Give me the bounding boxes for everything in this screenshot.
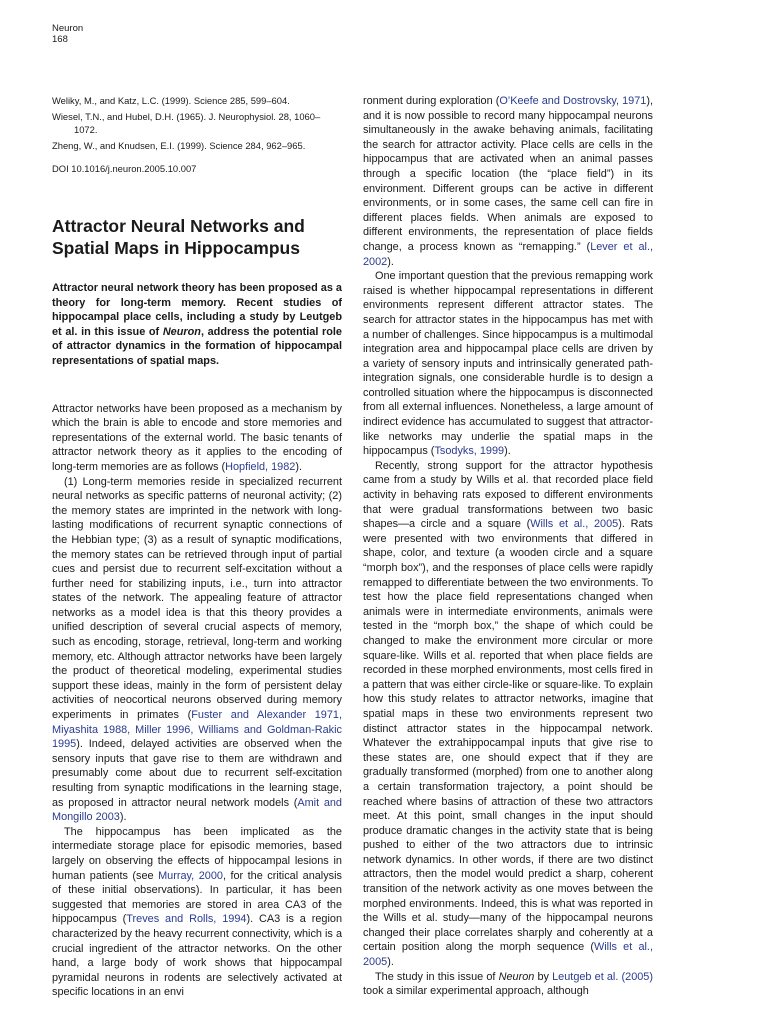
- citation-link[interactable]: Wills et al., 2005: [363, 941, 653, 969]
- left-column: [52, 94, 342, 1000]
- body-paragraph: (1) Long-term memories reside in specialized recurrent neural networks as specific patterns of neuronal activity; (2) the memory states are imprinted in the network with long-lasting modifications of recurrent synaptic connections of the Hebbian type; (3) as a result of synaptic modifications, the memory states can be retrieved through input of partial cues and persist due to recurrent self-excitation without a further need for stabilizing inputs, i.e., turn into attractor states of the network. The appealing feature of attractor networks as a model idea is that this theory provides a unified description of several crucial aspects of memory, such as encoding, storage, retrieval, long-term and working memory, etc. Although attractor networks have been largely the product of theoretical modeling, experimental studies support these ideas, mainly in the form of persistent delay activities of neocortical neurons observed during memory experiments in primates (Fuster and Alexander 1971, Miyashita 1988, Miller 1996, Williams and Goldman-Rakic 1995). Indeed, delayed activities are observed when the sensory inputs that gave rise to them are withdrawn and presumably come about due to recurrent self-excitation resulting from synaptic modifications in the learning stage, as proposed in attractor neural network models (Amit and Mongillo 2003).: [52, 475, 342, 824]
- body-paragraph: Recently, strong support for the attractor hypothesis came from a study by Wills et al. that recorded place field activity in behaving rats exposed to different environments that were gradual transformations between two basic shapes—a circle and a square (Wills et al., 2005). Rats were presented with two environments that differed in shape, color, and texture (a wooden circle and a square “morph box”), and the responses of place cells were rapidly remapped to differentiate between the two environments. To test how the place field representations changed when animals were in intermediate environments, animals were tested in the “morph box,” the shape of which could be changed to make the environment more circular or more square-like. Wills et al. reported that when place fields are recorded in these morphed environments, most cells fired in a pattern that was either circle-like or square-like. To explain how this study relates to attractor networks, imagine that spatial maps in these two environments represent two distinct attractor states in the hippocampal network. Whatever the extrahippocampal inputs that give rise to these states are, one should expect that if they are gradually transformed (morphed) from one to another along a certain transformation trajectory, a point should be reached where basins of attraction of these two attractors meet. At this point, small changes in the input should produce dramatic changes in the activity state that is being pushed to either of the two attractors due to intrinsic network dynamics. In other words, if there are two distinct attractors, then the model would predict a sharp, coherent transition of the network activity as one moves between the morphed environments. Indeed, this is what was reported in the Wills et al. study—many of the hippocampal neurons changed their place correlates sharply and coherently at a certain position along the morph sequence (Wills et al., 2005).: [363, 459, 653, 969]
- right-column: [363, 94, 653, 999]
- journal-name: Neuron: [52, 23, 84, 34]
- citation-link[interactable]: Amit and Mongillo 2003: [52, 796, 342, 824]
- citation-link[interactable]: Murray, 2000: [158, 869, 223, 882]
- article-title: Attractor Neural Networks and Spatial Maps in Hippocampus: [52, 216, 305, 258]
- reference-item: Wiesel, T.N., and Hubel, D.H. (1965). J. Neurophysiol. 28, 1060–1072.: [52, 111, 321, 135]
- abstract: Attractor neural network theory has been proposed as a theory for long-term memory. Recent studies of hippocampal place cells, including a study by Leutgeb et al. in this issue of Neuron, address the potential role of attractor dynamics in the formation of hippocampal representations of spatial maps.: [52, 282, 342, 367]
- citation-link[interactable]: Fuster and Alexander 1971, Miyashita 1988, Miller 1996, Williams and Goldman-Rakic 1995: [52, 709, 342, 751]
- reference-item: Zheng, W., and Knudsen, E.I. (1999). Science 284, 962–965.: [52, 140, 306, 151]
- citation-link[interactable]: Wills et al., 2005: [530, 518, 619, 531]
- citation-link[interactable]: Tsodyks, 1999: [434, 445, 505, 458]
- body-paragraph: ronment during exploration (O’Keefe and Dostrovsky, 1971), and it is now possible to record many hippocampal neurons simultaneously in the awake behaving animals, facilitating the search for attractor activity. Place cells are cells in the hippocampus that are activated when an animal passes through a specific location (the “place field”) in its environment. Different groups can be active in different environments, or in some cases, the same cell can fire in different places fields. When animals are exposed to different environments, the representation of place fields change, a process known as “remapping.” (Lever et al., 2002).: [363, 95, 654, 268]
- body-paragraph: One important question that the previous remapping work raised is whether hippocampal representations in different environments represent different attractor states. The search for attractor states in the hippocampus has met with a number of challenges. Since hippocampus is a multimodal integration area and hippocampal place cells are driven by a variety of sensory inputs and intrinsically generated path-integration signals, one considerable hurdle is to design a controlled situation where the hippocampus is disconnected from all external influences. Nonetheless, a large amount of indirect evidence has accumulated to suggest that attractor-like networks may underlie the spatial maps in the hippocampus (Tsodyks, 1999).: [363, 270, 653, 458]
- reference-item: Weliky, M., and Katz, L.C. (1999). Science 285, 599–604.: [52, 95, 290, 106]
- page-number: 168: [52, 34, 68, 45]
- body-paragraph: The hippocampus has been implicated as the intermediate storage place for episodic memories, based largely on observing the effects of hippocampal lesions in human patients (see Murray, 2000, for the critical analysis of these initial observations). In particular, it has been suggested that memories are stored in area CA3 of the hippocampus (Treves and Rolls, 1994). CA3 is a region characterized by the heavy recurrent connectivity, which is a crucial ingredient of the attractor networks. On the other hand, a large body of work shows that hippocampal pyramidal neurons in rodents are selectively activated at specific locations in an envi: [52, 825, 343, 999]
- citation-link[interactable]: Treves and Rolls, 1994: [126, 913, 247, 926]
- doi: DOI 10.1016/j.neuron.2005.10.007: [52, 163, 197, 174]
- citation-link[interactable]: O’Keefe and Dostrovsky, 1971: [499, 95, 647, 107]
- body-paragraph: Attractor networks have been proposed as a mechanism by which the brain is able to encode and store memories and representations of the external world. The basic tenants of attractor network theory as it applies to the encoding of long-term memories are as follows (Hopfield, 1982).: [52, 402, 342, 473]
- body-paragraph: The study in this issue of Neuron by Leutgeb et al. (2005) took a similar experimental approach, although: [363, 970, 653, 998]
- citation-link[interactable]: Lever et al., 2002: [363, 240, 654, 268]
- citation-link[interactable]: Hopfield, 1982: [225, 460, 296, 473]
- running-header: [52, 23, 83, 45]
- citation-link[interactable]: Leutgeb et al. (2005): [552, 970, 653, 983]
